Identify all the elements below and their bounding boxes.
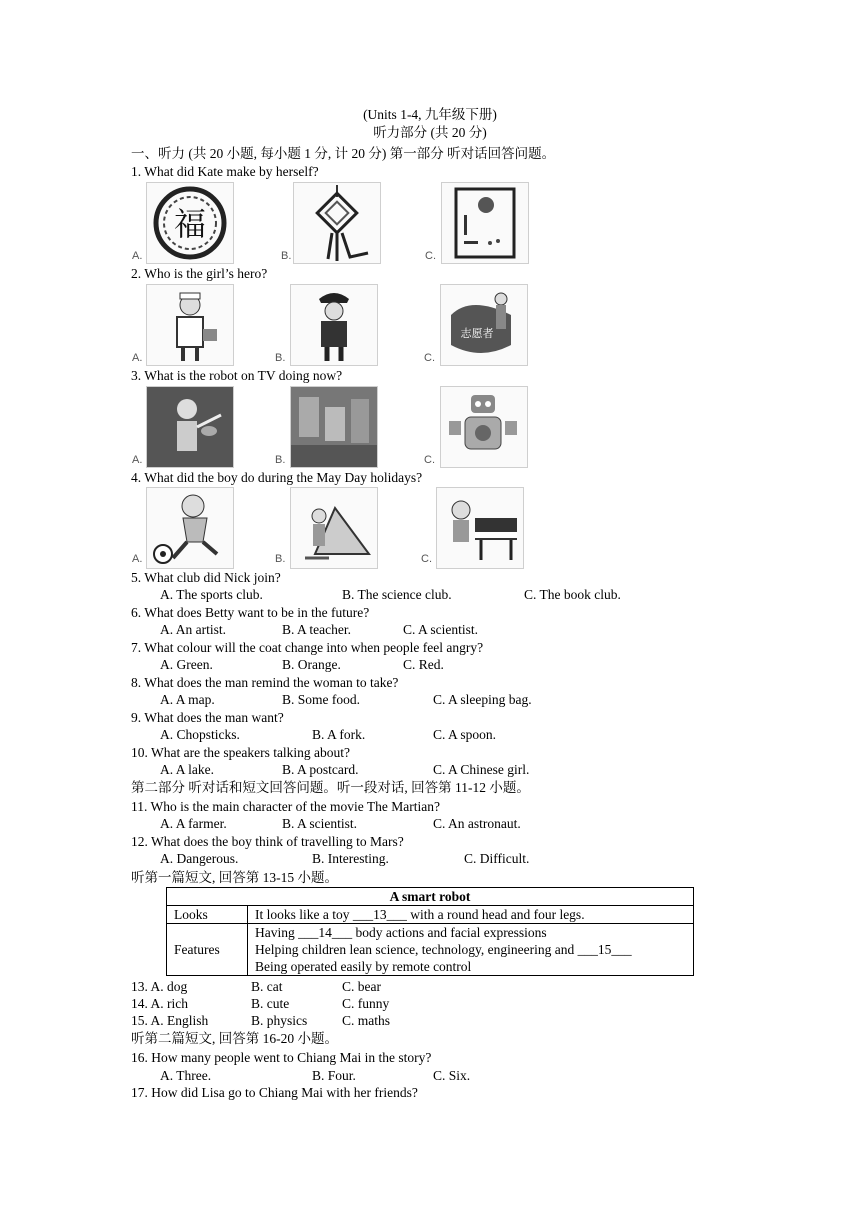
option-label: C.	[425, 250, 436, 262]
option-a[interactable]: A. Three.	[160, 1068, 212, 1083]
features-label: Features	[167, 924, 248, 976]
football-icon[interactable]	[146, 487, 234, 569]
question-13-option-a[interactable]: 13. A. dog	[131, 979, 188, 994]
question-1: 1. What did Kate make by herself?	[131, 164, 319, 179]
option-c[interactable]: C. A Chinese girl.	[433, 762, 530, 777]
robot-factory-icon[interactable]	[290, 386, 378, 468]
listening-part-heading: 听力部分 (共 20 分)	[373, 125, 487, 140]
option-label: A.	[132, 352, 143, 364]
option-a[interactable]: A. A farmer.	[160, 816, 227, 831]
option-label: C.	[424, 454, 435, 466]
feature-item: Helping children lean science, technology, engineering and ___15___	[255, 942, 632, 957]
table-title: A smart robot	[167, 888, 694, 906]
option-b[interactable]: B. cute	[251, 996, 290, 1011]
option-label: B.	[275, 553, 286, 565]
option-c[interactable]: C. The book club.	[524, 587, 621, 602]
option-b[interactable]: B. Orange.	[282, 657, 341, 672]
robot-violin-icon[interactable]	[146, 386, 234, 468]
option-b[interactable]: B. Some food.	[282, 692, 361, 707]
exam-units-heading: (Units 1-4, 九年级下册)	[363, 107, 497, 122]
question-5: 5. What club did Nick join?	[131, 570, 281, 585]
option-a[interactable]: A. The sports club.	[160, 587, 263, 602]
question-6: 6. What does Betty want to be in the future?	[131, 605, 370, 620]
option-c[interactable]: C. maths	[342, 1013, 391, 1028]
passage1-title: 听第一篇短文, 回答第 13-15 小题。	[131, 870, 338, 885]
question-9: 9. What does the man want?	[131, 710, 284, 725]
police-officer-icon[interactable]	[290, 284, 378, 366]
option-b[interactable]: B. A scientist.	[282, 816, 358, 831]
option-b[interactable]: B. Four.	[312, 1068, 356, 1083]
option-c[interactable]: C. A scientist.	[403, 622, 479, 637]
option-b[interactable]: B. cat	[251, 979, 283, 994]
drawing-board-icon[interactable]	[441, 182, 529, 264]
section1-title: 一、听力 (共 20 小题, 每小题 1 分, 计 20 分) 第一部分 听对话回答问题。	[131, 146, 556, 161]
question-12: 12. What does the boy think of travelling to Mars?	[131, 834, 404, 849]
question-15-option-a[interactable]: 15. A. English	[131, 1013, 209, 1028]
doctor-icon[interactable]	[146, 284, 234, 366]
option-c[interactable]: C. An astronaut.	[433, 816, 521, 831]
paper-cut-fu-icon[interactable]	[146, 182, 234, 264]
question-10: 10. What are the speakers talking about?	[131, 745, 351, 760]
features-cell	[248, 924, 694, 976]
option-a[interactable]: A. A lake.	[160, 762, 214, 777]
question-7: 7. What colour will the coat change into when people feel angry?	[131, 640, 484, 655]
option-a[interactable]: A. Green.	[160, 657, 213, 672]
option-label: B.	[275, 352, 286, 364]
option-label: A.	[132, 553, 143, 565]
option-c[interactable]: C. Six.	[433, 1068, 471, 1083]
robot-cooking-icon[interactable]	[440, 386, 528, 468]
passage2-title: 听第二篇短文, 回答第 16-20 小题。	[131, 1031, 338, 1046]
option-c[interactable]: C. A spoon.	[433, 727, 497, 742]
option-b[interactable]: B. Interesting.	[312, 851, 389, 866]
question-8: 8. What does the man remind the woman to take?	[131, 675, 399, 690]
option-a[interactable]: A. Dangerous.	[160, 851, 239, 866]
option-label: C.	[421, 553, 432, 565]
option-c[interactable]: C. Difficult.	[464, 851, 530, 866]
option-b[interactable]: B. A postcard.	[282, 762, 359, 777]
question-4: 4. What did the boy do during the May Day holidays?	[131, 470, 423, 485]
piano-icon[interactable]	[436, 487, 524, 569]
question-3: 3. What is the robot on TV doing now?	[131, 368, 343, 383]
option-a[interactable]: A. An artist.	[160, 622, 226, 637]
camping-icon[interactable]	[290, 487, 378, 569]
option-c[interactable]: C. A sleeping bag.	[433, 692, 532, 707]
option-label: B.	[281, 250, 292, 262]
question-17: 17. How did Lisa go to Chiang Mai with her friends?	[131, 1085, 418, 1100]
option-c[interactable]: C. funny	[342, 996, 390, 1011]
looks-label: Looks	[167, 906, 248, 924]
option-a[interactable]: A. A map.	[160, 692, 215, 707]
svg-text:志愿者: 志愿者	[460, 327, 494, 340]
smart-robot-table	[166, 887, 694, 976]
option-b[interactable]: B. A teacher.	[282, 622, 351, 637]
option-label: B.	[275, 454, 286, 466]
option-c[interactable]: C. Red.	[403, 657, 444, 672]
option-label: C.	[424, 352, 435, 364]
looks-text: It looks like a toy ___13___ with a round head and four legs.	[248, 906, 694, 924]
option-b[interactable]: B. physics	[251, 1013, 308, 1028]
chinese-knot-icon[interactable]	[293, 182, 381, 264]
section2-title: 第二部分 听对话和短文回答问题。听一段对话, 回答第 11-12 小题。	[131, 780, 530, 795]
option-label: A.	[132, 454, 143, 466]
svg-text:福: 福	[173, 205, 207, 243]
question-16: 16. How many people went to Chiang Mai in the story?	[131, 1050, 432, 1065]
question-14-option-a[interactable]: 14. A. rich	[131, 996, 188, 1011]
feature-item: Being operated easily by remote control	[255, 959, 472, 974]
question-2: 2. Who is the girl’s hero?	[131, 266, 268, 281]
volunteer-icon[interactable]	[440, 284, 528, 366]
option-label: A.	[132, 250, 143, 262]
option-a[interactable]: A. Chopsticks.	[160, 727, 240, 742]
question-11: 11. Who is the main character of the movie The Martian?	[131, 799, 441, 814]
feature-item: Having ___14___ body actions and facial expressions	[255, 925, 547, 940]
option-b[interactable]: B. A fork.	[312, 727, 366, 742]
option-c[interactable]: C. bear	[342, 979, 381, 994]
option-b[interactable]: B. The science club.	[342, 587, 452, 602]
